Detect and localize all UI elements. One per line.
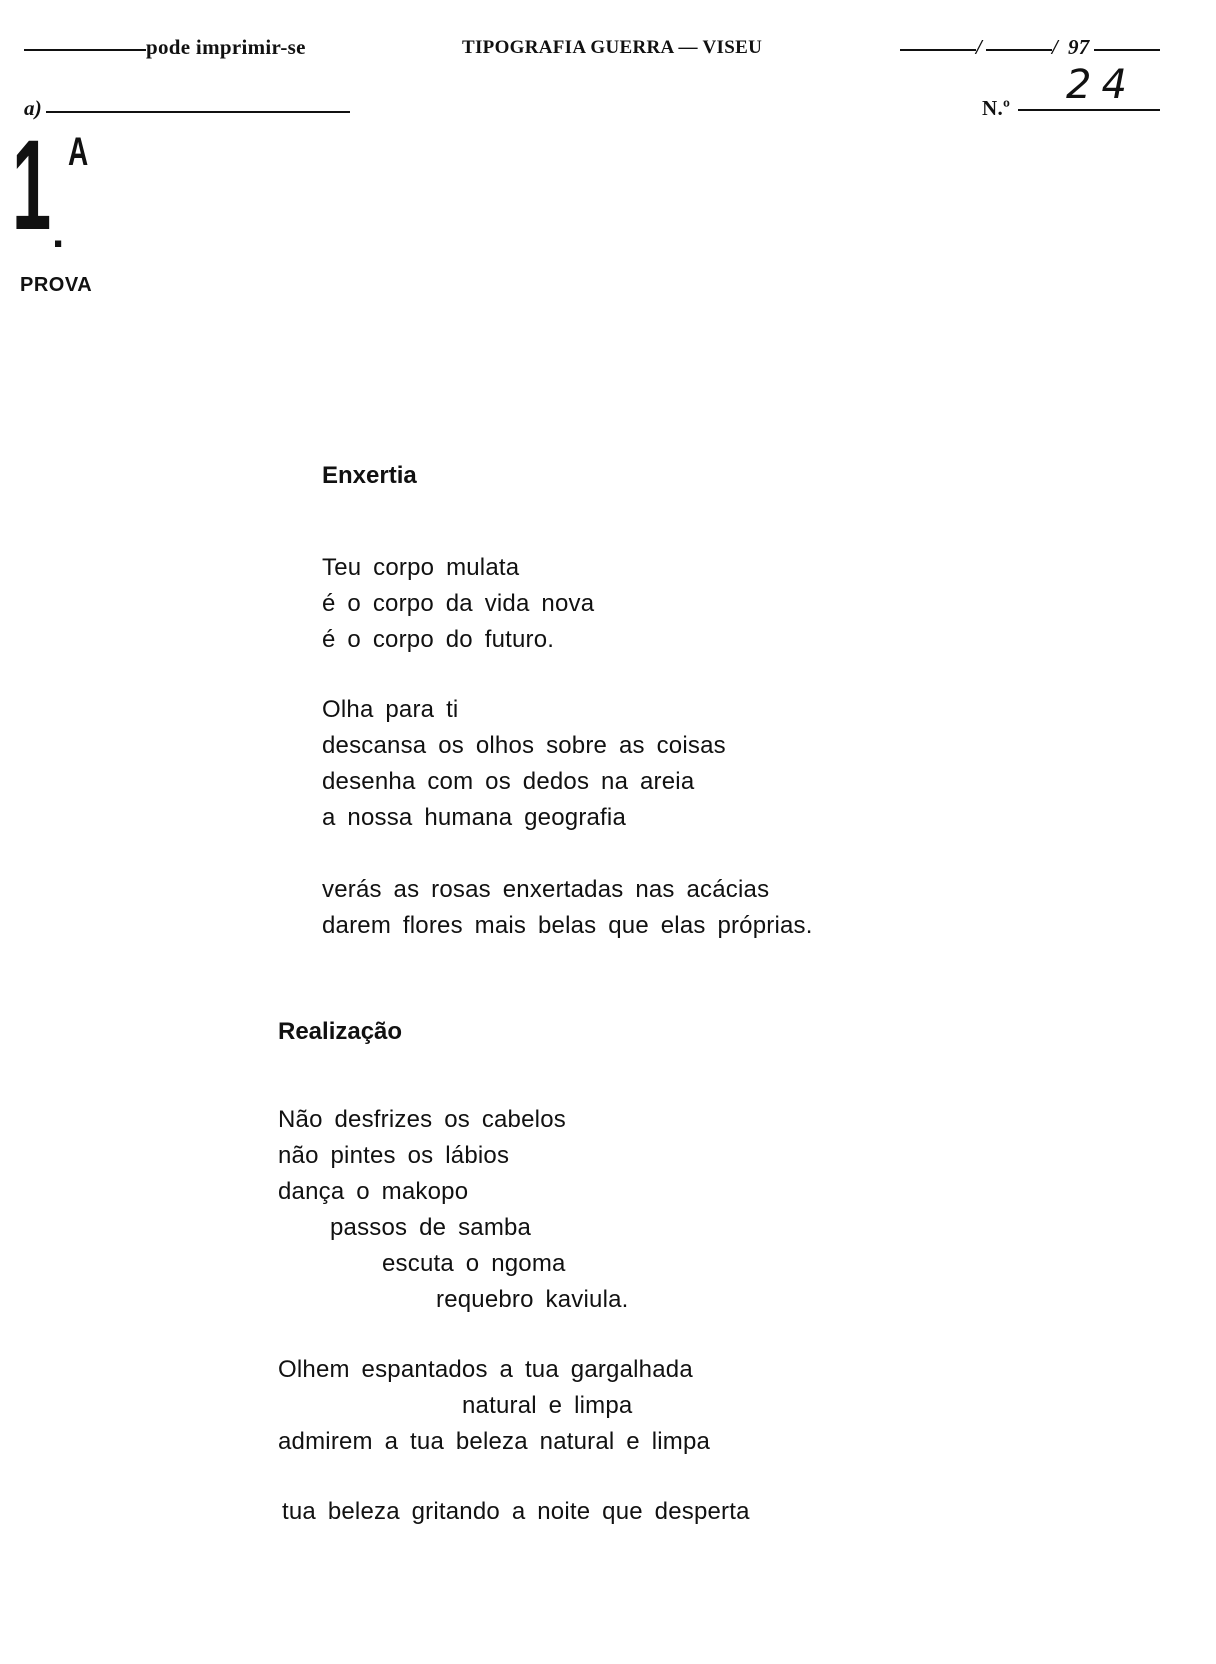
poem-line: darem flores mais belas que elas próprias. bbox=[322, 912, 813, 939]
poem-line: Olhem espantados a tua gargalhada bbox=[278, 1356, 693, 1383]
poem-line: natural e limpa bbox=[462, 1392, 633, 1419]
header-a-rule bbox=[46, 111, 350, 113]
header-date-slash-1: / bbox=[976, 35, 983, 59]
header-imprimatur: pode imprimir-se bbox=[146, 35, 306, 59]
poem-line: desenha com os dedos na areia bbox=[322, 768, 695, 795]
poem-line: descansa os olhos sobre as coisas bbox=[322, 732, 726, 759]
header-year: 97 bbox=[1068, 35, 1090, 59]
poem-line: dança o makopo bbox=[278, 1178, 469, 1205]
poem-line: Teu corpo mulata bbox=[322, 554, 520, 581]
proof-superscript: A bbox=[68, 130, 89, 174]
header-number-handwritten: 24 bbox=[1066, 62, 1137, 108]
poem-line: é o corpo da vida nova bbox=[322, 590, 595, 617]
header-number-label: N.º bbox=[982, 96, 1011, 120]
proof-label: PROVA bbox=[20, 274, 93, 296]
header-number-rule bbox=[1018, 109, 1160, 111]
header-year-rule bbox=[1094, 49, 1160, 51]
poem-line: Não desfrizes os cabelos bbox=[278, 1106, 566, 1133]
poem-line: requebro kaviula. bbox=[436, 1286, 629, 1313]
poem-line: Olha para ti bbox=[322, 696, 459, 723]
header-printer: TIPOGRAFIA GUERRA — VISEU bbox=[462, 37, 763, 58]
poem-line: tua beleza gritando a noite que desperta bbox=[282, 1498, 750, 1525]
header-date-slash-2: / bbox=[1052, 35, 1059, 59]
header-a-label: a) bbox=[24, 96, 43, 120]
header-left-rule bbox=[24, 49, 146, 51]
poem-line: passos de samba bbox=[330, 1214, 532, 1241]
poem-line: verás as rosas enxertadas nas acácias bbox=[322, 876, 770, 903]
header-date-rule-1 bbox=[900, 49, 976, 51]
proof-dot: . bbox=[52, 208, 65, 257]
poem-line: admirem a tua beleza natural e limpa bbox=[278, 1428, 711, 1455]
poem-title-enxertia: Enxertia bbox=[322, 462, 417, 489]
header-date-rule-2 bbox=[986, 49, 1052, 51]
poem-line: é o corpo do futuro. bbox=[322, 626, 555, 653]
proof-number: 1 bbox=[12, 114, 52, 257]
poem-line: a nossa humana geografia bbox=[322, 804, 627, 831]
poem-line: escuta o ngoma bbox=[382, 1250, 566, 1277]
poem-title-realizacao: Realização bbox=[278, 1018, 403, 1045]
poem-line: não pintes os lábios bbox=[278, 1142, 510, 1169]
